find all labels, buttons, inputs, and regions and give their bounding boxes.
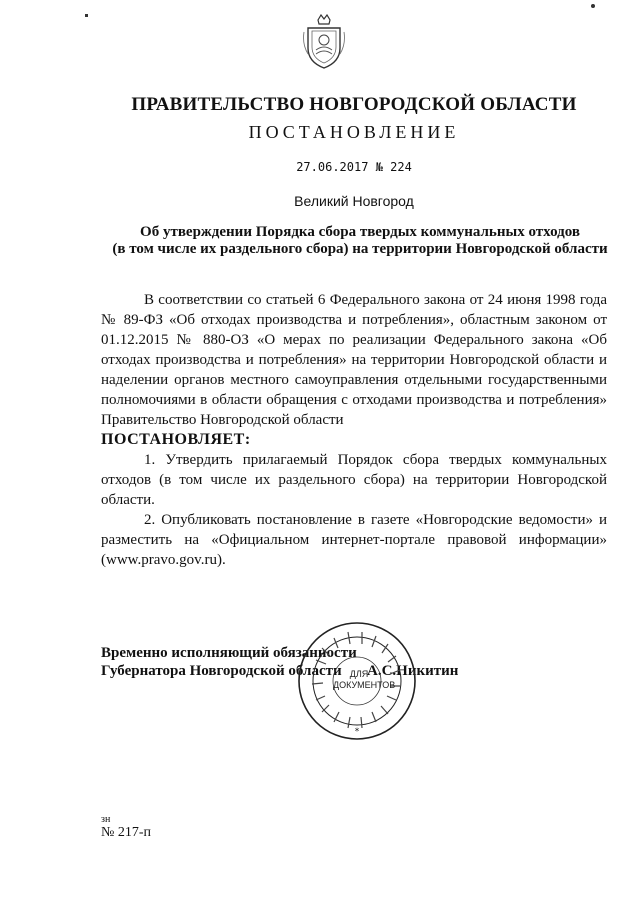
registration-number: № 217-п bbox=[101, 825, 152, 840]
svg-text:*: * bbox=[354, 727, 360, 737]
subject-line-1: Об утверждении Порядка сбора твердых коммунальных отходов bbox=[140, 224, 580, 240]
document-body bbox=[101, 290, 607, 570]
stamp-inner-line-1: ДЛЯ bbox=[349, 669, 369, 679]
stamp-inner-line-2: ДОКУМЕНТОВ bbox=[333, 680, 396, 690]
document-type: ПОСТАНОВЛЕНИЕ bbox=[248, 122, 460, 142]
executor-code: зн bbox=[101, 814, 111, 825]
document-city: Великий Новгород bbox=[294, 193, 414, 209]
document-subject bbox=[105, 224, 615, 258]
signatory-position-line-1: Временно исполняющий обязанности bbox=[101, 645, 357, 661]
government-title: ПРАВИТЕЛЬСТВО НОВГОРОДСКОЙ ОБЛАСТИ bbox=[131, 94, 577, 115]
preamble-paragraph: В соответствии со статьей 6 Федерального закона от 24 июня 1998 года № 89-ФЗ «Об отходах производства и потребления», областным законом от 01.12.2015 № 880-ОЗ «О мерах по реализации Федерального закона «Об отходах производства и потребления» на территории Новгородской области и наделении органов местного самоуправления отдельными государственными полномочиями в области обращения с отходами производства и потребления» Правительство Новгородской области bbox=[101, 292, 607, 428]
scan-speck bbox=[85, 14, 88, 17]
subject-line-2: (в том числе их раздельного сбора) на территории Новгородской области bbox=[112, 241, 608, 257]
stamp-inner-text bbox=[333, 669, 396, 691]
signatory-name: А.С.Никитин bbox=[367, 663, 459, 679]
signatory-position-line-2: Губернатора Новгородской области bbox=[101, 663, 342, 679]
resolution-item-1: 1. Утвердить прилагаемый Порядок сбора твердых коммунальных отходов (в том числе их раздельного сбора) на территории Новгородской области. bbox=[101, 452, 607, 508]
coat-of-arms-emblem bbox=[302, 14, 346, 70]
resolves-heading: ПОСТАНОВЛЯЕТ: bbox=[101, 431, 251, 448]
document-date-number: 27.06.2017 № 224 bbox=[296, 160, 412, 174]
scan-speck bbox=[591, 4, 595, 8]
resolution-item-2: 2. Опубликовать постановление в газете «Новгородские ведомости» и разместить на «Официальном интернет-портале правовой информации» (www.pravo.gov.ru). bbox=[101, 512, 607, 568]
